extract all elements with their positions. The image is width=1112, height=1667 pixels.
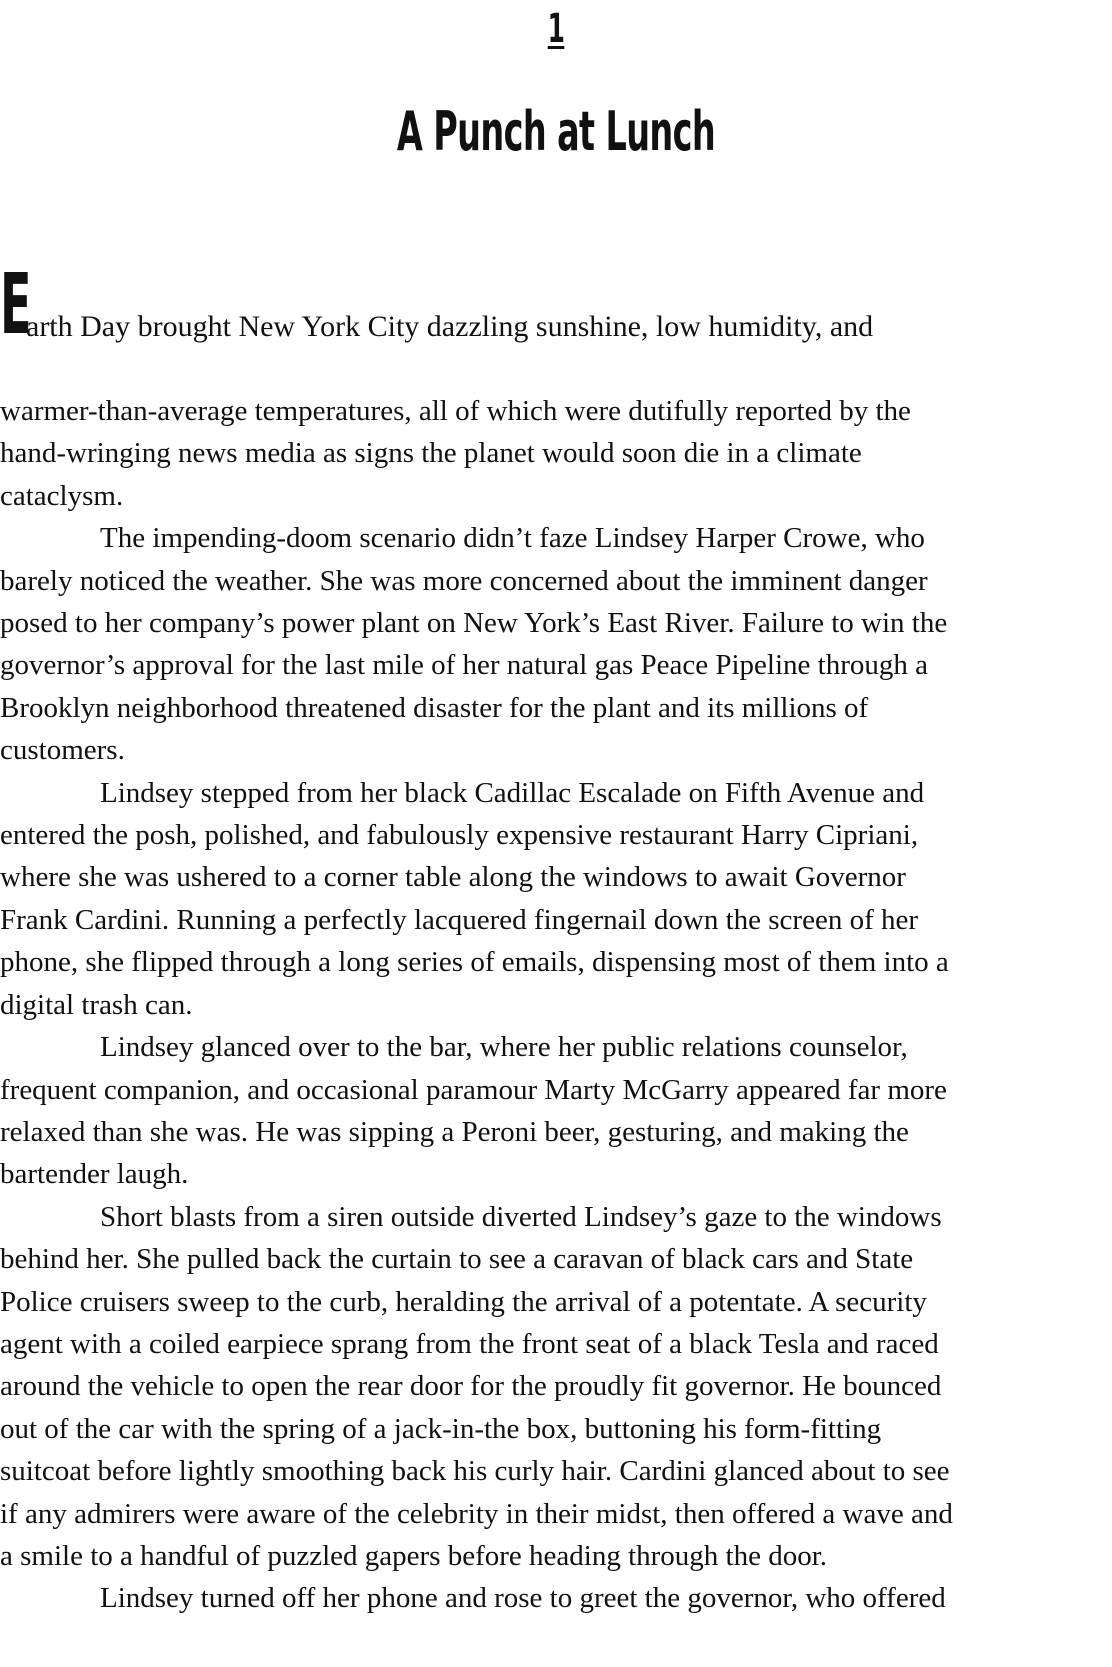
text-line: suitcoat before lightly smoothing back his curly hair. Cardini glanced about to see xyxy=(0,1455,950,1488)
text-line: relaxed than she was. He was sipping a Peroni beer, gesturing, and making the xyxy=(0,1115,909,1148)
text-line: if any admirers were aware of the celebrity in their midst, then offered a wave and xyxy=(0,1497,953,1530)
text-line: entered the posh, polished, and fabulously expensive restaurant Harry Cipriani, xyxy=(0,819,919,852)
text-line: Brooklyn neighborhood threatened disaster for the plant and its millions of xyxy=(0,691,869,724)
text-line: behind her. She pulled back the curtain to see a caravan of black cars and State xyxy=(0,1243,914,1276)
text-line: bartender laugh. xyxy=(0,1158,189,1191)
drop-cap: E xyxy=(0,255,32,353)
text-line: frequent companion, and occasional paramour Marty McGarry appeared far more xyxy=(0,1073,947,1106)
text-line: around the vehicle to open the rear door for the proudly fit governor. He bounced xyxy=(0,1370,942,1403)
text-line: The impending-doom scenario didn’t faze Lindsey Harper Crowe, who xyxy=(100,522,925,555)
text-line: Lindsey glanced over to the bar, where her public relations counselor, xyxy=(100,1031,908,1064)
text-line: Lindsey stepped from her black Cadillac Escalade on Fifth Avenue and xyxy=(100,776,925,809)
text-line: cataclysm. xyxy=(0,479,124,512)
text-line: digital trash can. xyxy=(0,988,193,1021)
opening-line xyxy=(0,255,1112,353)
text-line: customers. xyxy=(0,734,125,767)
text-line: barely noticed the weather. She was more concerned about the imminent danger xyxy=(0,564,928,597)
body-text xyxy=(0,390,1112,1620)
chapter-title: A Punch at Lunch xyxy=(396,100,716,163)
text-line: posed to her company’s power plant on New York’s East River. Failure to win the xyxy=(0,607,948,640)
text-line: Lindsey turned off her phone and rose to greet the governor, who offered xyxy=(100,1582,946,1615)
opening-line-text: arth Day brought New York City dazzling sunshine, low humidity, and xyxy=(26,310,874,343)
chapter-number-text: 1 xyxy=(547,6,565,52)
text-line: Police cruisers sweep to the curb, heralding the arrival of a potentate. A security xyxy=(0,1285,927,1318)
text-line: hand-wringing news media as signs the planet would soon die in a climate xyxy=(0,437,862,470)
text-line: governor’s approval for the last mile of her natural gas Peace Pipeline through a xyxy=(0,649,928,682)
text-line: out of the car with the spring of a jack-in-the box, buttoning his form-fitting xyxy=(0,1412,882,1445)
text-line: warmer-than-average temperatures, all of which were dutifully reported by the xyxy=(0,395,911,427)
text-line: where she was ushered to a corner table along the windows to await Governor xyxy=(0,861,906,894)
chapter-number xyxy=(211,6,900,52)
text-line: Short blasts from a siren outside diverted Lindsey’s gaze to the windows xyxy=(100,1200,942,1233)
text-line: a smile to a handful of puzzled gapers before heading through the door. xyxy=(0,1539,828,1572)
text-line: Frank Cardini. Running a perfectly lacquered fingernail down the screen of her xyxy=(0,903,919,936)
text-line: phone, she flipped through a long series of emails, dispensing most of them into a xyxy=(0,946,949,979)
text-line: agent with a coiled earpiece sprang from the front seat of a black Tesla and raced xyxy=(0,1327,939,1360)
